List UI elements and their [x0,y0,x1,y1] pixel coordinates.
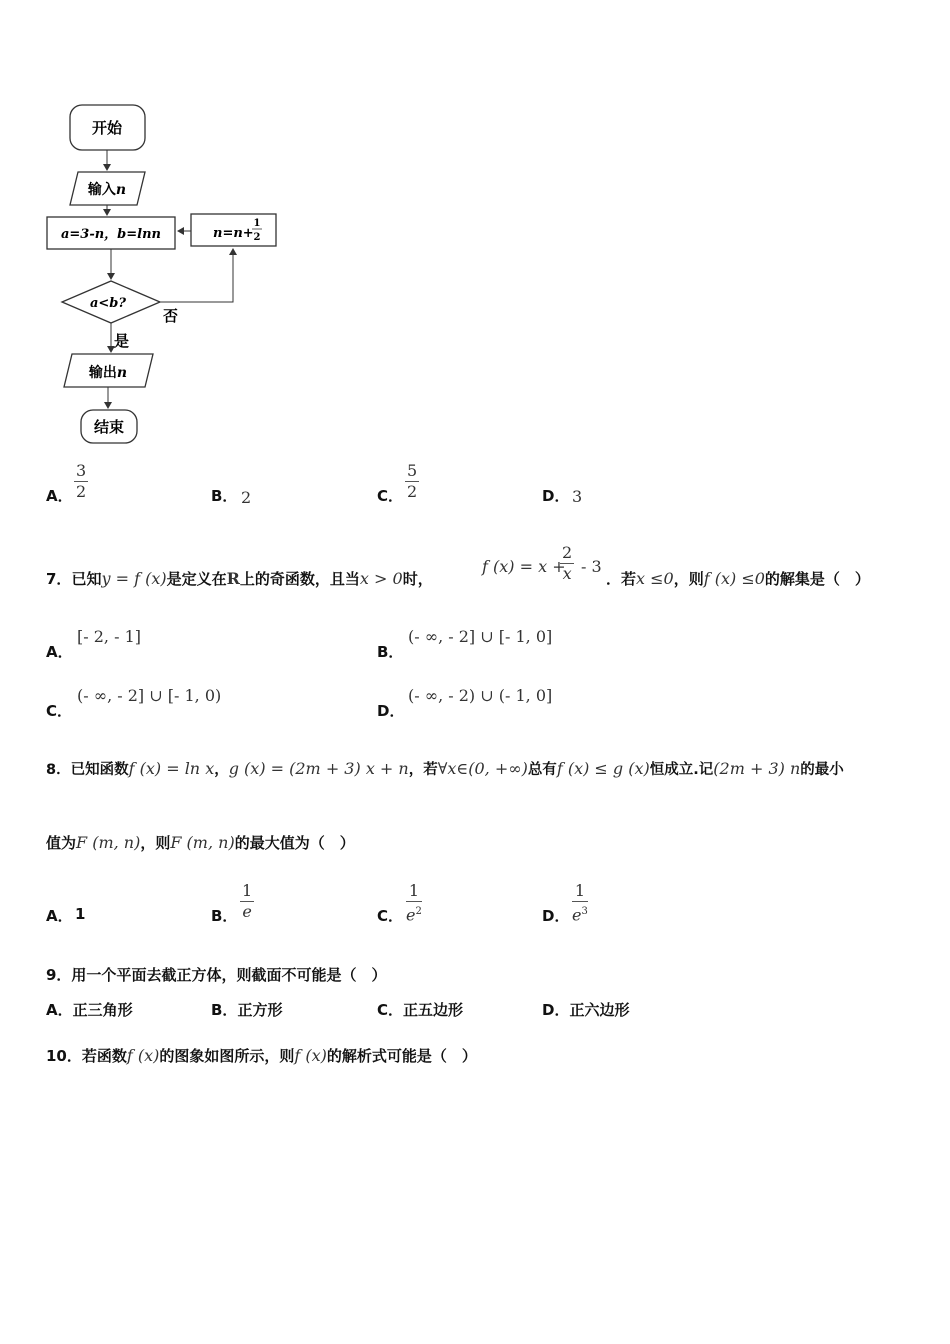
flow-update-num: 1 [253,218,261,229]
q7-stem-end: ．若x ≤0，则f (x) ≤0的解集是（ ） [606,569,870,588]
flow-update-den: 2 [253,232,261,243]
q7-option-b-value: (- ∞, - 2] ∪ [- 1, 0] [408,627,553,646]
q6-option-c-fraction: $\frac{5}{2}$ [407,461,418,501]
q7-option-c-value: (- ∞, - 2] ∪ [- 1, 0) [77,686,222,705]
q8-option-a-letter: A． [46,907,73,925]
flow-output-var: n [116,365,128,381]
flow-assign-label: a=3-n，b=lnn [60,227,162,242]
q7-option-d-letter: D． [377,702,405,720]
flowchart [0,0,300,450]
q7-stem: 7．已知y = f (x)是定义在R上的奇函数，且当x > 0时， [46,569,433,588]
q9-option-b: B．正方形 [211,1001,283,1019]
q6-option-b-letter: B． [211,487,238,505]
q7-option-b-letter: B． [377,643,404,661]
flow-end-label: 结束 [93,418,125,436]
q6-option-a-fraction: $\frac{3}{2}$ [76,461,87,501]
flow-start-label: 开始 [91,119,123,137]
flow-decision-label: a<b? [89,296,127,311]
q6-option-d-letter: D． [542,487,570,505]
flow-input-label: 输入 [87,182,116,198]
flow-yes-label: 是 [114,332,130,350]
q6-option-d-value: 3 [572,487,583,506]
q8-option-b-fraction: $\frac{1}{e}$ [242,881,253,921]
q6-option-b-value: 2 [241,488,252,507]
q8-stem-line2: 值为F (m, n)，则F (m, n)的最大值为（ ） [46,833,355,852]
q8-option-b-letter: B． [211,907,238,925]
flow-no-label: 否 [163,307,179,325]
q8-stem-line1: 8．已知函数f (x) = ln x，g (x) = (2m + 3) x + n，若∀x∈(0, +∞)总有f (x) ≤ g (x)恒成立.记(2m + 3) n的最小 [46,759,844,778]
q7-func-fraction: $\frac{2}{x}$ [562,543,573,583]
q7-option-a-letter: A． [46,643,73,661]
q8-option-c-fraction: $\frac{1}{e^2}$ [406,881,422,925]
flow-output-label: 输出 [88,365,117,381]
q7-func-part2: - 3 [581,557,602,576]
q6-option-a-letter: A． [46,487,73,505]
q7-option-a-value: [- 2, - 1] [77,627,141,646]
q7-option-c-letter: C． [46,702,73,720]
q8-option-a-value: 1 [75,905,86,923]
q7-option-d-value: (- ∞, - 2) ∪ (- 1, 0] [408,686,553,705]
svg-text:输出n [88,364,127,381]
q10-stem: 10．若函数f (x)的图象如图所示，则f (x)的解析式可能是（ ） [46,1046,477,1065]
q9-option-d: D．正六边形 [542,1001,630,1019]
q9-option-c: C．正五边形 [377,1001,464,1019]
q6-option-c-letter: C． [377,487,404,505]
svg-text:输入n [87,181,126,198]
flow-update-label: n=n+ [213,226,254,241]
q9-stem: 9．用一个平面去截正方体，则截面不可能是（ ） [46,966,387,984]
q8-option-d-letter: D． [542,907,570,925]
flow-input-var: n [115,182,127,198]
q8-option-d-fraction: $\frac{1}{e^3}$ [572,881,588,925]
q9-option-a: A．正三角形 [46,1001,133,1019]
q8-option-c-letter: C． [377,907,404,925]
q7-func-part1: f (x) = x + [482,557,566,576]
